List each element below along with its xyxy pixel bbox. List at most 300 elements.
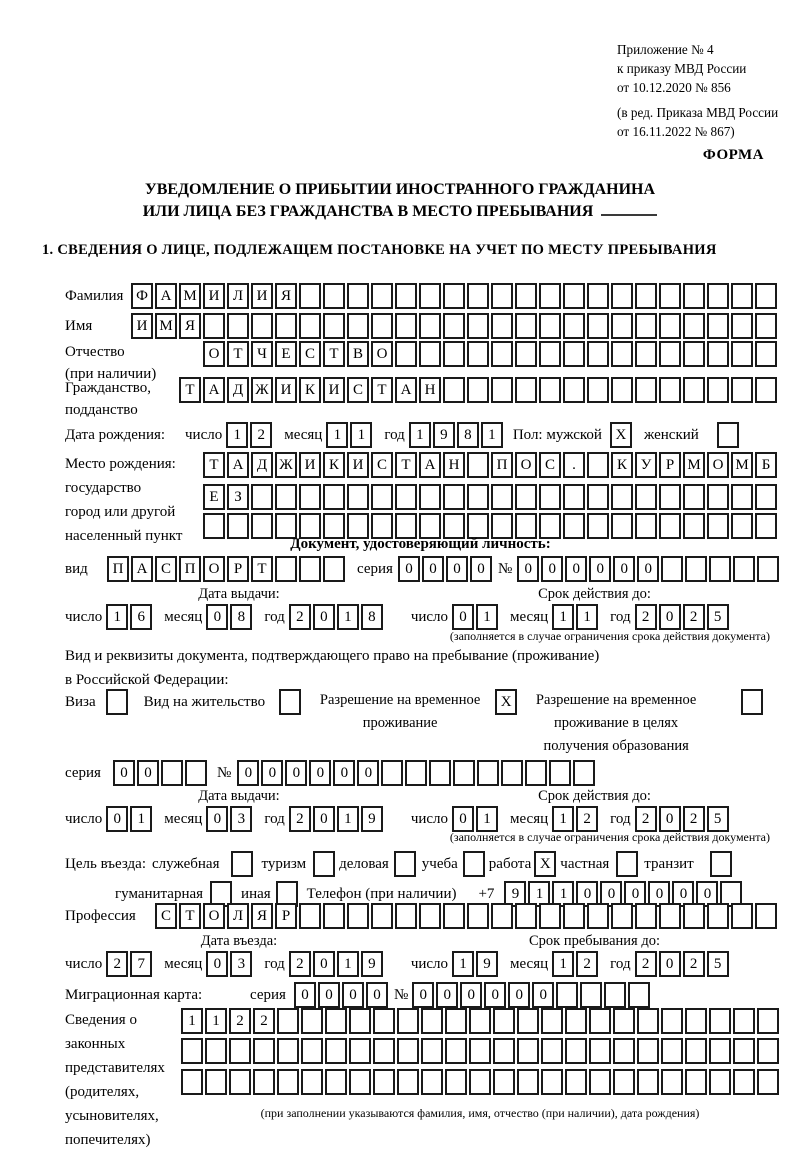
- form-cell[interactable]: [181, 1038, 203, 1064]
- form-cell[interactable]: [323, 313, 345, 339]
- form-cell[interactable]: [277, 1008, 299, 1034]
- sex-female-checkbox[interactable]: [717, 422, 739, 448]
- form-cell[interactable]: [371, 283, 393, 309]
- form-cell[interactable]: 0: [613, 556, 635, 582]
- name-cells[interactable]: [131, 313, 777, 339]
- surname-cells[interactable]: [131, 283, 777, 309]
- form-cell[interactable]: [205, 1038, 227, 1064]
- form-cell[interactable]: [325, 1008, 347, 1034]
- patronymic-cells[interactable]: [203, 341, 777, 367]
- form-cell[interactable]: 0: [412, 982, 434, 1008]
- form-cell[interactable]: [301, 1038, 323, 1064]
- form-cell[interactable]: 0: [285, 760, 307, 786]
- form-cell[interactable]: Т: [179, 903, 201, 929]
- form-cell[interactable]: [659, 283, 681, 309]
- form-cell[interactable]: 2: [250, 422, 272, 448]
- form-cell[interactable]: [525, 760, 547, 786]
- form-cell[interactable]: [635, 484, 657, 510]
- form-cell[interactable]: [683, 377, 705, 403]
- year-cells[interactable]: [409, 422, 503, 448]
- form-cell[interactable]: [731, 283, 753, 309]
- form-cell[interactable]: 0: [532, 982, 554, 1008]
- form-cell[interactable]: [755, 283, 777, 309]
- form-cell[interactable]: [755, 484, 777, 510]
- form-cell[interactable]: [587, 903, 609, 929]
- form-cell[interactable]: [467, 484, 489, 510]
- form-cell[interactable]: [757, 1038, 779, 1064]
- form-cell[interactable]: 0: [648, 881, 670, 907]
- form-cell[interactable]: [467, 313, 489, 339]
- form-cell[interactable]: [275, 313, 297, 339]
- form-cell[interactable]: 1: [552, 951, 574, 977]
- form-cell[interactable]: [755, 377, 777, 403]
- form-cell[interactable]: И: [299, 452, 321, 478]
- form-cell[interactable]: [563, 341, 585, 367]
- form-cell[interactable]: [443, 341, 465, 367]
- form-cell[interactable]: 0: [460, 982, 482, 1008]
- form-cell[interactable]: 0: [452, 604, 474, 630]
- form-cell[interactable]: [661, 1038, 683, 1064]
- form-cell[interactable]: 0: [637, 556, 659, 582]
- form-cell[interactable]: [539, 313, 561, 339]
- form-cell[interactable]: С: [155, 556, 177, 582]
- form-cell[interactable]: 1: [326, 422, 348, 448]
- day-cells[interactable]: [452, 604, 498, 630]
- form-cell[interactable]: Л: [227, 903, 249, 929]
- form-cell[interactable]: [635, 377, 657, 403]
- form-cell[interactable]: Т: [179, 377, 201, 403]
- month-cells[interactable]: [552, 806, 598, 832]
- form-cell[interactable]: [661, 1008, 683, 1034]
- form-cell[interactable]: [373, 1038, 395, 1064]
- form-cell[interactable]: А: [131, 556, 153, 582]
- form-cell[interactable]: 3: [230, 951, 252, 977]
- form-cell[interactable]: [469, 1038, 491, 1064]
- form-cell[interactable]: [313, 851, 335, 877]
- form-cell[interactable]: 5: [707, 951, 729, 977]
- form-cell[interactable]: Е: [275, 341, 297, 367]
- form-cell[interactable]: [635, 313, 657, 339]
- form-cell[interactable]: 2: [576, 951, 598, 977]
- form-cell[interactable]: [611, 283, 633, 309]
- representatives-line1-cells[interactable]: [181, 1008, 779, 1034]
- form-cell[interactable]: [381, 760, 403, 786]
- form-cell[interactable]: Н: [443, 452, 465, 478]
- form-cell[interactable]: [469, 1008, 491, 1034]
- month-cells[interactable]: [206, 951, 252, 977]
- form-cell[interactable]: 0: [446, 556, 468, 582]
- form-cell[interactable]: Т: [203, 452, 225, 478]
- month-cells[interactable]: [552, 604, 598, 630]
- form-cell[interactable]: 0: [600, 881, 622, 907]
- form-cell[interactable]: [106, 689, 128, 715]
- form-cell[interactable]: Ч: [251, 341, 273, 367]
- form-cell[interactable]: [539, 377, 561, 403]
- form-cell[interactable]: Т: [251, 556, 273, 582]
- form-cell[interactable]: [419, 313, 441, 339]
- form-cell[interactable]: У: [635, 452, 657, 478]
- form-cell[interactable]: 2: [683, 951, 705, 977]
- form-cell[interactable]: Ж: [251, 377, 273, 403]
- form-cell[interactable]: [395, 313, 417, 339]
- form-cell[interactable]: [491, 903, 513, 929]
- form-cell[interactable]: [611, 313, 633, 339]
- form-cell[interactable]: [616, 851, 638, 877]
- form-cell[interactable]: И: [275, 377, 297, 403]
- form-cell[interactable]: [405, 760, 427, 786]
- form-cell[interactable]: 0: [517, 556, 539, 582]
- form-cell[interactable]: [565, 1038, 587, 1064]
- form-cell[interactable]: О: [203, 903, 225, 929]
- form-cell[interactable]: О: [371, 341, 393, 367]
- form-cell[interactable]: Т: [323, 341, 345, 367]
- form-cell[interactable]: [373, 1069, 395, 1095]
- form-cell[interactable]: [611, 377, 633, 403]
- form-cell[interactable]: [419, 283, 441, 309]
- form-cell[interactable]: [683, 283, 705, 309]
- year-cells[interactable]: [635, 806, 729, 832]
- form-cell[interactable]: 1: [337, 806, 359, 832]
- form-cell[interactable]: [587, 452, 609, 478]
- form-cell[interactable]: [685, 556, 707, 582]
- form-cell[interactable]: [539, 283, 561, 309]
- form-cell[interactable]: З: [227, 484, 249, 510]
- form-cell[interactable]: [539, 341, 561, 367]
- form-cell[interactable]: 1: [552, 881, 574, 907]
- form-cell[interactable]: [707, 903, 729, 929]
- purpose-official-checkbox[interactable]: [231, 851, 253, 877]
- form-cell[interactable]: С: [155, 903, 177, 929]
- form-cell[interactable]: [731, 313, 753, 339]
- form-cell[interactable]: 1: [528, 881, 550, 907]
- form-cell[interactable]: 0: [313, 604, 335, 630]
- form-cell[interactable]: [741, 689, 763, 715]
- form-cell[interactable]: [371, 903, 393, 929]
- form-cell[interactable]: [371, 313, 393, 339]
- form-cell[interactable]: [491, 313, 513, 339]
- form-cell[interactable]: [323, 283, 345, 309]
- profession-cells[interactable]: [155, 903, 777, 929]
- form-cell[interactable]: [301, 1008, 323, 1034]
- form-cell[interactable]: 1: [337, 604, 359, 630]
- form-cell[interactable]: 9: [433, 422, 455, 448]
- form-cell[interactable]: С: [539, 452, 561, 478]
- form-cell[interactable]: 0: [422, 556, 444, 582]
- id-doc-series-cells[interactable]: [398, 556, 492, 582]
- form-cell[interactable]: [395, 903, 417, 929]
- form-cell[interactable]: 0: [672, 881, 694, 907]
- month-cells[interactable]: [206, 806, 252, 832]
- year-cells[interactable]: [635, 604, 729, 630]
- form-cell[interactable]: 0: [624, 881, 646, 907]
- form-cell[interactable]: 0: [398, 556, 420, 582]
- form-cell[interactable]: А: [203, 377, 225, 403]
- form-cell[interactable]: [589, 1008, 611, 1034]
- form-cell[interactable]: 1: [576, 604, 598, 630]
- form-cell[interactable]: [757, 1069, 779, 1095]
- form-cell[interactable]: 9: [361, 951, 383, 977]
- form-cell[interactable]: [349, 1038, 371, 1064]
- form-cell[interactable]: 0: [470, 556, 492, 582]
- form-cell[interactable]: Н: [419, 377, 441, 403]
- form-cell[interactable]: [463, 851, 485, 877]
- form-cell[interactable]: [659, 484, 681, 510]
- representatives-line2-cells[interactable]: [181, 1038, 779, 1064]
- form-cell[interactable]: [491, 341, 513, 367]
- form-cell[interactable]: [635, 341, 657, 367]
- form-cell[interactable]: 2: [576, 806, 598, 832]
- form-cell[interactable]: [683, 484, 705, 510]
- form-cell[interactable]: 0: [565, 556, 587, 582]
- citizenship-cells[interactable]: [179, 377, 777, 403]
- form-cell[interactable]: М: [179, 283, 201, 309]
- form-cell[interactable]: 1: [205, 1008, 227, 1034]
- form-cell[interactable]: [299, 484, 321, 510]
- representatives-line3-cells[interactable]: [181, 1069, 779, 1095]
- form-cell[interactable]: Л: [227, 283, 249, 309]
- temp-residence-edu-checkbox[interactable]: [741, 689, 763, 715]
- form-cell[interactable]: [229, 1069, 251, 1095]
- form-cell[interactable]: 0: [696, 881, 718, 907]
- form-cell[interactable]: И: [347, 452, 369, 478]
- year-cells[interactable]: [289, 604, 383, 630]
- form-cell[interactable]: [515, 377, 537, 403]
- form-cell[interactable]: [565, 1008, 587, 1034]
- form-cell[interactable]: [301, 1069, 323, 1095]
- form-cell[interactable]: Е: [203, 484, 225, 510]
- form-cell[interactable]: [556, 982, 578, 1008]
- form-cell[interactable]: Р: [659, 452, 681, 478]
- form-cell[interactable]: А: [227, 452, 249, 478]
- form-cell[interactable]: [685, 1008, 707, 1034]
- form-cell[interactable]: Д: [251, 452, 273, 478]
- form-cell[interactable]: 0: [206, 806, 228, 832]
- residence-permit-checkbox[interactable]: [279, 689, 301, 715]
- day-cells[interactable]: [452, 806, 498, 832]
- form-cell[interactable]: [539, 484, 561, 510]
- form-cell[interactable]: О: [203, 556, 225, 582]
- form-cell[interactable]: 0: [313, 951, 335, 977]
- form-cell[interactable]: [661, 1069, 683, 1095]
- form-cell[interactable]: [587, 377, 609, 403]
- form-cell[interactable]: [628, 982, 650, 1008]
- form-cell[interactable]: [589, 1069, 611, 1095]
- form-cell[interactable]: [707, 377, 729, 403]
- form-cell[interactable]: [733, 1069, 755, 1095]
- form-cell[interactable]: [587, 484, 609, 510]
- form-cell[interactable]: 0: [342, 982, 364, 1008]
- form-cell[interactable]: [611, 484, 633, 510]
- form-cell[interactable]: [419, 341, 441, 367]
- form-cell[interactable]: 2: [289, 604, 311, 630]
- form-cell[interactable]: П: [491, 452, 513, 478]
- form-cell[interactable]: [685, 1069, 707, 1095]
- form-cell[interactable]: [347, 283, 369, 309]
- form-cell[interactable]: 0: [261, 760, 283, 786]
- form-cell[interactable]: 0: [113, 760, 135, 786]
- form-cell[interactable]: [443, 377, 465, 403]
- form-cell[interactable]: 2: [253, 1008, 275, 1034]
- form-cell[interactable]: М: [683, 452, 705, 478]
- form-cell[interactable]: [611, 903, 633, 929]
- form-cell[interactable]: К: [611, 452, 633, 478]
- form-cell[interactable]: [275, 556, 297, 582]
- form-cell[interactable]: [683, 903, 705, 929]
- form-cell[interactable]: Б: [755, 452, 777, 478]
- form-cell[interactable]: [493, 1069, 515, 1095]
- form-cell[interactable]: [443, 903, 465, 929]
- form-cell[interactable]: [635, 903, 657, 929]
- form-cell[interactable]: [541, 1008, 563, 1034]
- form-cell[interactable]: [517, 1069, 539, 1095]
- form-cell[interactable]: [299, 313, 321, 339]
- form-cell[interactable]: 1: [409, 422, 431, 448]
- form-cell[interactable]: 8: [361, 604, 383, 630]
- form-cell[interactable]: [467, 377, 489, 403]
- form-cell[interactable]: Т: [395, 452, 417, 478]
- form-cell[interactable]: [515, 903, 537, 929]
- form-cell[interactable]: [275, 484, 297, 510]
- form-cell[interactable]: [323, 484, 345, 510]
- form-cell[interactable]: 2: [106, 951, 128, 977]
- form-cell[interactable]: [563, 313, 585, 339]
- form-cell[interactable]: [347, 484, 369, 510]
- form-cell[interactable]: К: [299, 377, 321, 403]
- form-cell[interactable]: В: [347, 341, 369, 367]
- form-cell[interactable]: Т: [371, 377, 393, 403]
- form-cell[interactable]: [517, 1008, 539, 1034]
- form-cell[interactable]: Т: [227, 341, 249, 367]
- form-cell[interactable]: 0: [309, 760, 331, 786]
- form-cell[interactable]: 0: [206, 951, 228, 977]
- form-cell[interactable]: 7: [130, 951, 152, 977]
- form-cell[interactable]: 0: [106, 806, 128, 832]
- form-cell[interactable]: [685, 1038, 707, 1064]
- form-cell[interactable]: 2: [635, 951, 657, 977]
- form-cell[interactable]: [731, 903, 753, 929]
- purpose-transit-checkbox[interactable]: [710, 851, 732, 877]
- form-cell[interactable]: П: [107, 556, 129, 582]
- form-cell[interactable]: [733, 1008, 755, 1034]
- permit-number-cells[interactable]: [237, 760, 595, 786]
- form-cell[interactable]: [205, 1069, 227, 1095]
- form-cell[interactable]: 0: [541, 556, 563, 582]
- form-cell[interactable]: [279, 689, 301, 715]
- form-cell[interactable]: [733, 556, 755, 582]
- form-cell[interactable]: [299, 903, 321, 929]
- form-cell[interactable]: [587, 283, 609, 309]
- form-cell[interactable]: [349, 1008, 371, 1034]
- form-cell[interactable]: [707, 484, 729, 510]
- form-cell[interactable]: [731, 341, 753, 367]
- form-cell[interactable]: 2: [683, 806, 705, 832]
- form-cell[interactable]: [549, 760, 571, 786]
- day-cells[interactable]: [226, 422, 272, 448]
- form-cell[interactable]: [371, 484, 393, 510]
- form-cell[interactable]: А: [155, 283, 177, 309]
- form-cell[interactable]: И: [131, 313, 153, 339]
- form-cell[interactable]: Д: [227, 377, 249, 403]
- form-cell[interactable]: О: [707, 452, 729, 478]
- form-cell[interactable]: [589, 1038, 611, 1064]
- purpose-business-checkbox[interactable]: [394, 851, 416, 877]
- form-cell[interactable]: Я: [251, 903, 273, 929]
- form-cell[interactable]: [467, 283, 489, 309]
- form-cell[interactable]: [443, 313, 465, 339]
- form-cell[interactable]: [587, 313, 609, 339]
- form-cell[interactable]: [493, 1008, 515, 1034]
- form-cell[interactable]: [445, 1069, 467, 1095]
- form-cell[interactable]: 2: [635, 604, 657, 630]
- form-cell[interactable]: [539, 903, 561, 929]
- form-cell[interactable]: Ж: [275, 452, 297, 478]
- form-cell[interactable]: [419, 484, 441, 510]
- form-cell[interactable]: X: [534, 851, 556, 877]
- month-cells[interactable]: [326, 422, 372, 448]
- form-cell[interactable]: [710, 851, 732, 877]
- form-cell[interactable]: [757, 556, 779, 582]
- form-cell[interactable]: [573, 760, 595, 786]
- form-cell[interactable]: [421, 1038, 443, 1064]
- form-cell[interactable]: [395, 283, 417, 309]
- form-cell[interactable]: 1: [476, 806, 498, 832]
- form-cell[interactable]: [563, 484, 585, 510]
- purpose-work-checkbox[interactable]: [534, 851, 556, 877]
- form-cell[interactable]: [709, 1008, 731, 1034]
- form-cell[interactable]: [731, 377, 753, 403]
- form-cell[interactable]: С: [371, 452, 393, 478]
- day-cells[interactable]: [106, 604, 152, 630]
- form-cell[interactable]: [445, 1008, 467, 1034]
- form-cell[interactable]: [277, 1069, 299, 1095]
- form-cell[interactable]: [659, 341, 681, 367]
- form-cell[interactable]: [251, 313, 273, 339]
- birth-place-line1-cells[interactable]: [203, 452, 777, 478]
- form-cell[interactable]: [443, 283, 465, 309]
- form-cell[interactable]: 6: [130, 604, 152, 630]
- form-cell[interactable]: [349, 1069, 371, 1095]
- sex-male-checkbox[interactable]: [610, 422, 632, 448]
- form-cell[interactable]: [397, 1008, 419, 1034]
- form-cell[interactable]: И: [203, 283, 225, 309]
- form-cell[interactable]: Я: [179, 313, 201, 339]
- form-cell[interactable]: [421, 1069, 443, 1095]
- form-cell[interactable]: [757, 1008, 779, 1034]
- form-cell[interactable]: [683, 341, 705, 367]
- form-cell[interactable]: [323, 556, 345, 582]
- form-cell[interactable]: 0: [659, 951, 681, 977]
- form-cell[interactable]: [613, 1008, 635, 1034]
- form-cell[interactable]: 0: [313, 806, 335, 832]
- form-cell[interactable]: .: [563, 452, 585, 478]
- form-cell[interactable]: [161, 760, 183, 786]
- form-cell[interactable]: 0: [436, 982, 458, 1008]
- form-cell[interactable]: 0: [659, 806, 681, 832]
- form-cell[interactable]: [467, 452, 489, 478]
- form-cell[interactable]: [253, 1038, 275, 1064]
- form-cell[interactable]: [477, 760, 499, 786]
- form-cell[interactable]: 0: [484, 982, 506, 1008]
- form-cell[interactable]: 1: [452, 951, 474, 977]
- form-cell[interactable]: 5: [707, 604, 729, 630]
- form-cell[interactable]: [755, 341, 777, 367]
- form-cell[interactable]: [251, 484, 273, 510]
- form-cell[interactable]: 1: [476, 604, 498, 630]
- purpose-study-checkbox[interactable]: [463, 851, 485, 877]
- form-cell[interactable]: [469, 1069, 491, 1095]
- form-cell[interactable]: [637, 1038, 659, 1064]
- form-cell[interactable]: 1: [481, 422, 503, 448]
